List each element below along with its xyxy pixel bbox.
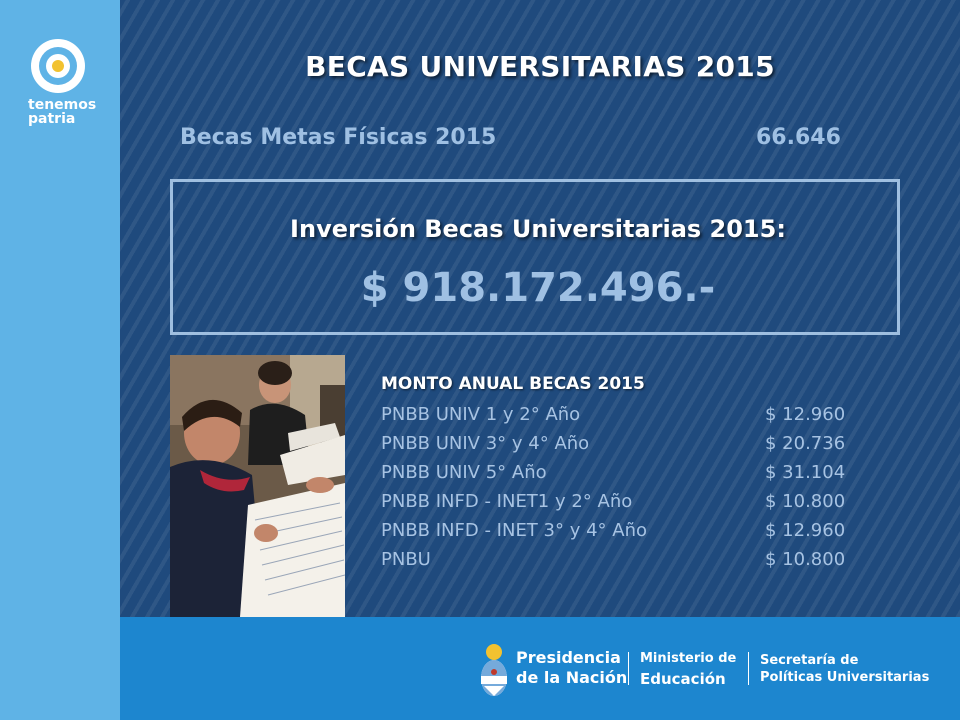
sidebar (0, 0, 120, 720)
monto-row (381, 433, 861, 462)
monto-row-label: PNBB INFD - INET1 y 2° Año (381, 491, 633, 512)
logo-text-line1: tenemos (28, 97, 97, 113)
footer (120, 617, 960, 720)
monto-row-amount: $ 10.800 (765, 491, 846, 512)
investment-value: $ 918.172.496.- (360, 265, 716, 311)
tenemos-patria-logo-icon (30, 38, 86, 94)
ministerio-line2: Educación (640, 670, 726, 688)
monto-row-label: PNBB UNIV 5° Año (381, 462, 547, 483)
monto-row (381, 549, 861, 578)
monto-row-amount: $ 31.104 (765, 462, 846, 483)
monto-title: MONTO ANUAL BECAS 2015 (381, 374, 645, 394)
secretaria-line2: Políticas Universitarias (760, 670, 930, 685)
monto-row-label: PNBB UNIV 1 y 2° Año (381, 404, 581, 425)
monto-row-amount: $ 20.736 (765, 433, 846, 454)
ministerio-line1: Ministerio de (640, 651, 737, 666)
coat-of-arms-icon (478, 642, 510, 700)
logo-text (28, 98, 96, 126)
students-photo (170, 355, 345, 617)
monto-row-label: PNBB INFD - INET 3° y 4° Año (381, 520, 647, 541)
monto-row-amount: $ 12.960 (765, 520, 846, 541)
monto-row (381, 404, 861, 433)
main-panel (120, 0, 960, 617)
footer-divider (748, 652, 749, 685)
page-title: BECAS UNIVERSITARIAS 2015 (305, 50, 775, 83)
secretaria-label (760, 652, 929, 686)
presidencia-line2: de la Nación (516, 668, 628, 687)
investment-title: Inversión Becas Universitarias 2015: (290, 215, 786, 243)
secretaria-line1: Secretaría de (760, 653, 859, 668)
footer-divider (628, 652, 629, 685)
monto-row-label: PNBB UNIV 3° y 4° Año (381, 433, 590, 454)
ministerio-label (640, 649, 736, 689)
investment-box (170, 179, 900, 335)
monto-row-amount: $ 10.800 (765, 549, 846, 570)
metas-label: Becas Metas Físicas 2015 (180, 125, 497, 150)
presidencia-line1: Presidencia (516, 648, 621, 667)
students-photo-image (170, 355, 345, 617)
logo-text-line2: patria (28, 111, 76, 127)
metas-value: 66.646 (756, 125, 841, 150)
presidencia-label (516, 648, 627, 688)
monto-row (381, 520, 861, 549)
monto-row-amount: $ 12.960 (765, 404, 846, 425)
monto-row-label: PNBU (381, 549, 431, 570)
monto-row (381, 491, 861, 520)
monto-row (381, 462, 861, 491)
